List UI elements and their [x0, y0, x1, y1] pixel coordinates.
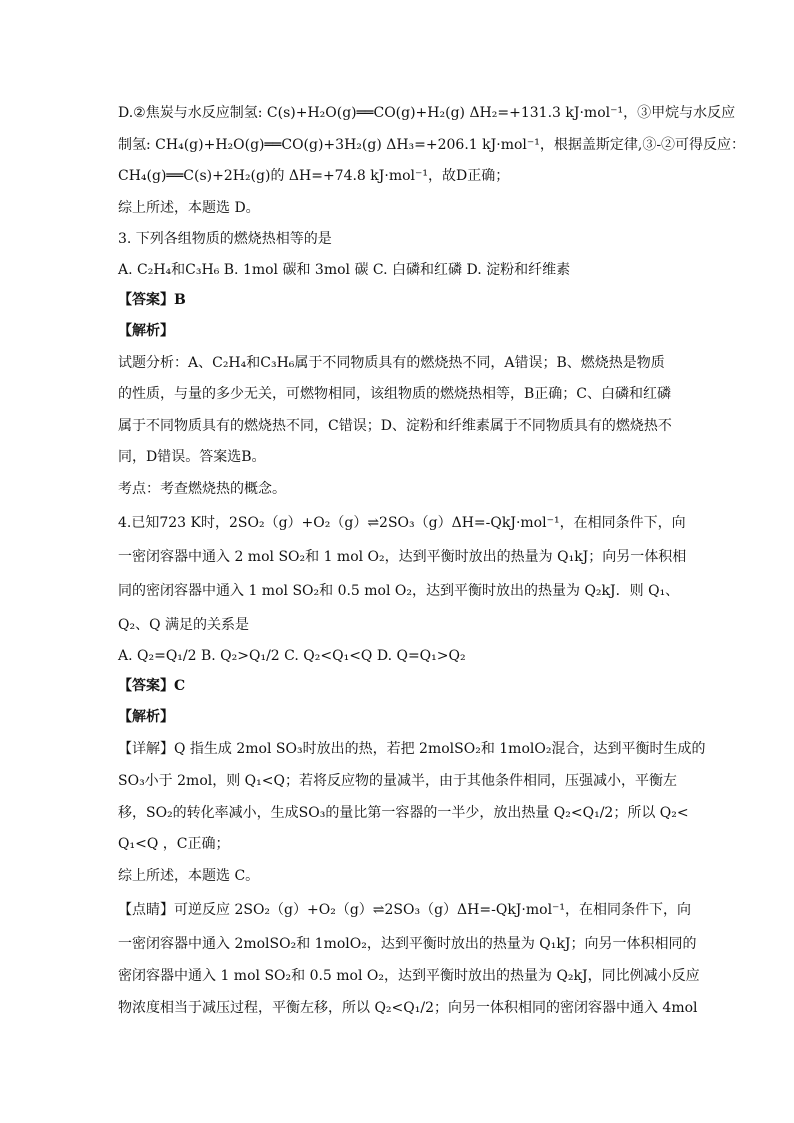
text-line: 一密闭容器中通入 2molSO₂和 1molO₂，达到平衡时放出的热量为 Q₁kJ；向另一体积相同的	[118, 936, 697, 952]
text-line: Q₁<Q ，C正确；	[118, 836, 230, 852]
question-4-stem: 4.已知723 K时，2SO₂（g）+O₂（g）⇌2SO₃（g）ΔH=-QkJ·mol⁻¹，在相同条件下，向	[118, 515, 686, 531]
text-line: CH₄(g)══C(s)+2H₂(g)的 ΔH=+74.8 kJ·mol⁻¹，故D正确；	[118, 168, 510, 184]
text-line: 密闭容器中通入 1 mol SO₂和 0.5 mol O₂，达到平衡时放出的热量为 Q₂kJ，同比例减小反应	[118, 968, 700, 984]
text-line: 同的密闭容器中通入 1 mol SO₂和 0.5 mol O₂，达到平衡时放出的热量为 Q₂kJ．则 Q₁、	[118, 583, 680, 599]
text-line: 移，SO₂的转化率减小，生成SO₃的量比第一容器的一半少，放出热量 Q₂<Q₁/2；所以 Q₂<	[118, 805, 689, 821]
key-point-explanation: 【点睛】可逆反应 2SO₂（g）+O₂（g）⇌2SO₃（g）ΔH=-QkJ·mol⁻¹，在相同条件下，向	[118, 902, 692, 918]
text-line: 制氢: CH₄(g)+H₂O(g)══CO(g)+3H₂(g) ΔH₃=+206.1 kJ·mol⁻¹，根据盖斯定律,③-②可得反应：	[118, 137, 746, 153]
text-line: D.②焦炭与水反应制氢: C(s)+H₂O(g)══CO(g)+H₂(g) ΔH₂=+131.3 kJ·mol⁻¹，③甲烷与水反应	[118, 105, 736, 121]
text-line: 考点：考查燃烧热的概念。	[118, 481, 286, 497]
question-3-stem: 3. 下列各组物质的燃烧热相等的是	[118, 231, 332, 247]
text-line: 的性质，与量的多少无关，可燃物相同，该组物质的燃烧热相等，B正确；C、白磷和红磷	[118, 386, 671, 402]
text-line: 同，D错误。答案选B。	[118, 449, 266, 465]
text-line: 属于不同物质具有的燃烧热不同，C错误；D、淀粉和纤维素属于不同物质具有的燃烧热不	[118, 418, 672, 434]
text-line: Q₂、Q 满足的关系是	[118, 617, 250, 633]
text-line: 综上所述，本题选 C。	[118, 868, 260, 884]
question-4-options: A. Q₂=Q₁/2 B. Q₂>Q₁/2 C. Q₂<Q₁<Q D. Q=Q₁>Q₂	[118, 648, 466, 664]
text-line: 试题分析：A、C₂H₄和C₃H₆属于不同物质具有的燃烧热不同，A错误；B、燃烧热是物质	[118, 355, 665, 371]
answer-label: 【答案】C	[118, 678, 186, 694]
text-line: 物浓度相当于减压过程，平衡左移，所以 Q₂<Q₁/2；向另一体积相同的密闭容器中通入 4mol	[118, 1000, 698, 1016]
detail-explanation: 【详解】Q 指生成 2mol SO₃时放出的热，若把 2molSO₂和 1molO₂混合，达到平衡时生成的	[118, 741, 706, 757]
analysis-label: 【解析】	[118, 709, 174, 725]
text-line: SO₃小于 2mol，则 Q₁<Q；若将反应物的量减半，由于其他条件相同，压强减小，平衡左	[118, 773, 677, 789]
text-line: 一密闭容器中通入 2 mol SO₂和 1 mol O₂，达到平衡时放出的热量为 Q₁kJ；向另一体积相	[118, 549, 687, 565]
answer-label: 【答案】B	[118, 292, 186, 308]
text-line: 综上所述，本题选 D。	[118, 200, 260, 216]
question-3-options: A. C₂H₄和C₃H₆ B. 1mol 碳和 3mol 碳 C. 白磷和红磷 D. 淀粉和纤维素	[118, 262, 571, 278]
analysis-label: 【解析】	[118, 323, 174, 339]
